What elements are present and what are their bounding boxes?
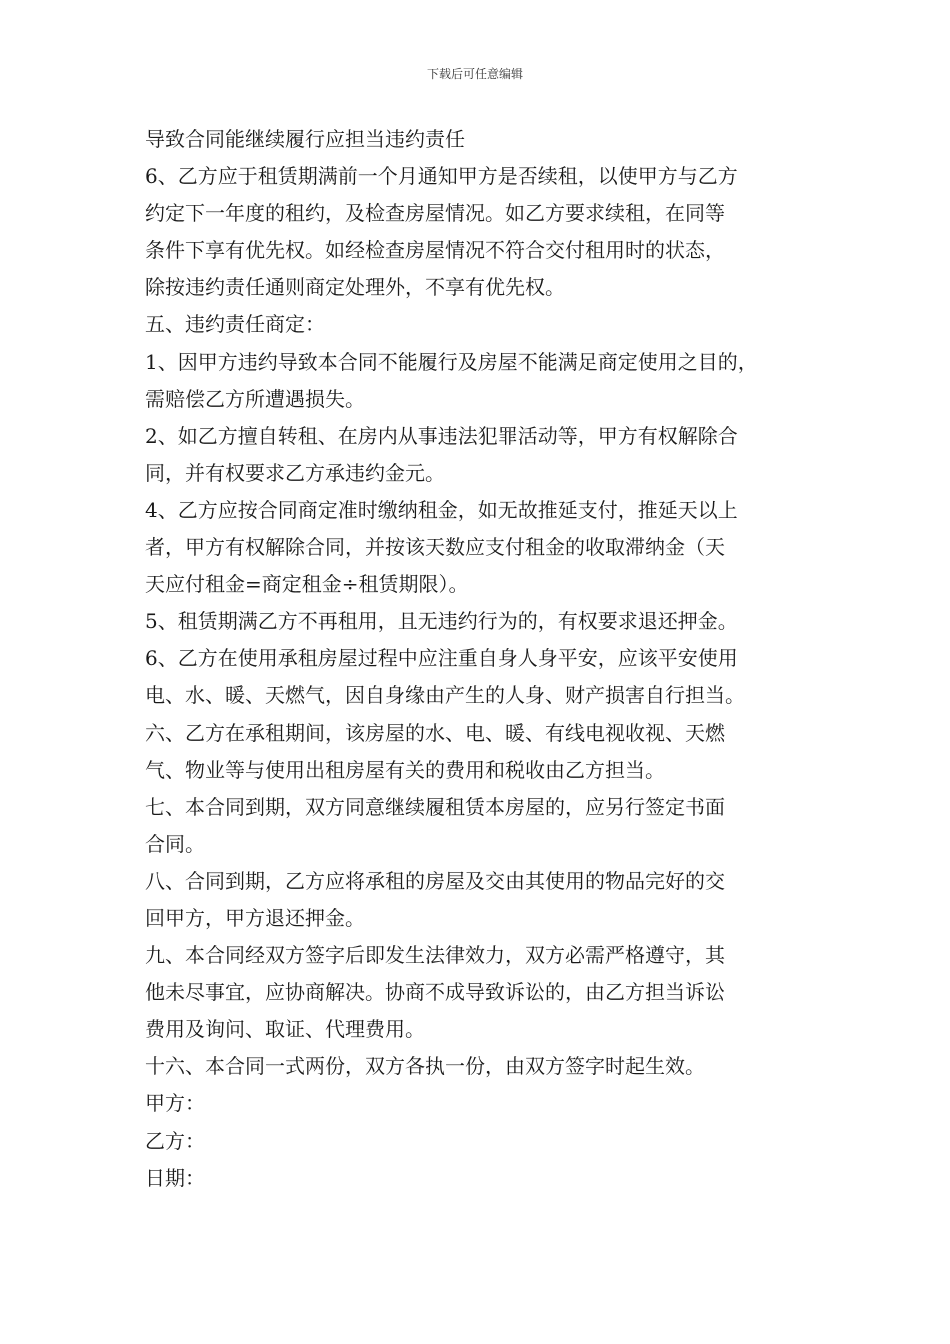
text-line: 气、物业等与使用出租房屋有关的费用和税收由乙方担当。 — [145, 757, 665, 782]
section-heading: 五、违约责任商定： — [145, 312, 325, 337]
text-line: 他未尽事宜，应协商解决。协商不成导致诉讼的，由乙方担当诉讼 — [145, 980, 725, 1005]
text-line: 六、乙方在承租期间，该房屋的水、电、暖、有线电视收视、天燃 — [145, 720, 725, 745]
text-line: 九、本合同经双方签字后即发生法律效力，双方必需严格遵守，其 — [145, 943, 725, 968]
text-line: 1、因甲方违约导致本合同不能履行及房屋不能满足商定使用之目的， — [145, 349, 758, 374]
text-line: 约定下一年度的租约，及检查房屋情况。如乙方要求续租，在同等 — [145, 201, 725, 226]
signature-party-b: 乙方： — [145, 1128, 205, 1153]
text-line: 同，并有权要求乙方承违约金元。 — [145, 460, 445, 485]
text-line: 八、合同到期，乙方应将承租的房屋及交由其使用的物品完好的交 — [145, 868, 725, 893]
text-line: 4、乙方应按合同商定准时缴纳租金，如无故推延支付，推延天以上 — [145, 497, 738, 522]
text-line: 天应付租金=商定租金÷租赁期限）。 — [145, 572, 469, 597]
text-line: 者，甲方有权解除合同，并按该天数应支付租金的收取滞纳金（天 — [145, 535, 725, 560]
text-line: 条件下享有优先权。如经检查房屋情况不符合交付租用时的状态， — [145, 238, 725, 263]
text-line: 5、租赁期满乙方不再租用，且无违约行为的，有权要求退还押金。 — [145, 609, 738, 634]
text-line: 合同。 — [145, 831, 205, 856]
signature-date: 日期： — [145, 1165, 205, 1190]
page-header: 下载后可任意编辑 — [426, 67, 523, 81]
text-line: 除按违约责任通则商定处理外，不享有优先权。 — [145, 275, 565, 300]
text-line: 费用及询问、取证、代理费用。 — [145, 1017, 425, 1042]
text-line: 导致合同能继续履行应担当违约责任 — [145, 127, 465, 151]
document-body — [145, 121, 825, 1197]
text-line: 电、水、暖、天燃气，因自身缘由产生的人身、财产损害自行担当。 — [145, 683, 745, 708]
signature-party-a: 甲方： — [145, 1091, 205, 1116]
text-line: 十六、本合同一式两份，双方各执一份，由双方签字时起生效。 — [145, 1054, 705, 1079]
text-line: 回甲方，甲方退还押金。 — [145, 905, 365, 930]
text-line: 2、如乙方擅自转租、在房内从事违法犯罪活动等，甲方有权解除合 — [145, 423, 738, 448]
text-line: 需赔偿乙方所遭遇损失。 — [145, 386, 365, 411]
text-line: 6、乙方应于租赁期满前一个月通知甲方是否续租，以使甲方与乙方 — [145, 164, 738, 189]
text-line: 6、乙方在使用承租房屋过程中应注重自身人身平安，应该平安使用 — [145, 646, 738, 671]
text-line: 七、本合同到期，双方同意继续履租赁本房屋的，应另行签定书面 — [145, 794, 725, 819]
